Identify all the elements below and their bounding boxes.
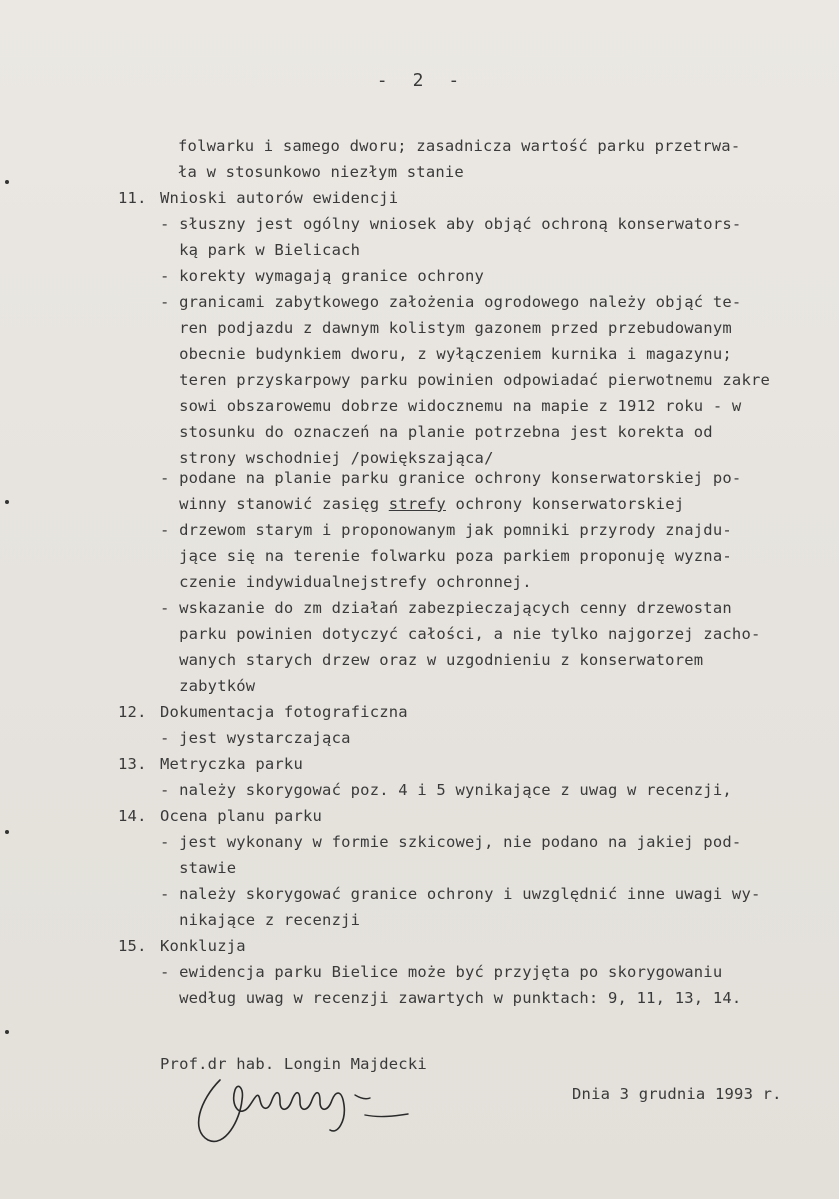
list-item: - granicami zabytkowego założenia ogrodowego należy objąć te-: [160, 293, 742, 311]
signature-handwriting: [180, 1060, 480, 1150]
section-title: Wnioski autorów ewidencji: [160, 189, 399, 207]
list-item: jące się na terenie folwarku poza parkiem proponuję wyzna-: [160, 547, 732, 565]
list-item: [160, 493, 684, 515]
list-item: obecnie budynkiem dworu, z wyłączeniem kurnika i magazynu;: [160, 345, 732, 363]
section-number: 14.: [118, 807, 147, 825]
intro-line: ła w stosunkowo niezłym stanie: [178, 163, 464, 181]
list-item: - słuszny jest ogólny wniosek aby objąć ochroną konserwators-: [160, 215, 742, 233]
list-item: - jest wystarczająca: [160, 729, 351, 747]
list-item: - podane na planie parku granice ochrony konserwatorskiej po-: [160, 469, 742, 487]
margin-mark: [5, 500, 9, 504]
section-number: 11.: [118, 189, 147, 207]
section-number: 13.: [118, 755, 147, 773]
section-title: Metryczka parku: [160, 755, 303, 773]
list-item: - korekty wymagają granice ochrony: [160, 267, 485, 285]
list-item: zabytków: [160, 677, 256, 695]
list-item: - wskazanie do zm działań zabezpieczających cenny drzewostan: [160, 599, 732, 617]
intro-line: folwarku i samego dworu; zasadnicza wartość parku przetrwa-: [178, 137, 741, 155]
underlined-word: strefy: [388, 495, 446, 513]
list-item: stosunku do oznaczeń na planie potrzebna jest korekta od: [160, 423, 713, 441]
list-item: czenie indywidualnejstrefy ochronnej.: [160, 573, 532, 591]
section-number: 15.: [118, 937, 147, 955]
section-title: Dokumentacja fotograficzna: [160, 703, 408, 721]
list-item: wanych starych drzew oraz w uzgodnieniu z konserwatorem: [160, 651, 704, 669]
section-title: Konkluzja: [160, 937, 246, 955]
margin-mark: [5, 830, 9, 834]
list-item-text: ochrony konserwatorskiej: [445, 495, 685, 513]
list-item: strony wschodniej /powiększająca/: [160, 449, 494, 467]
list-item: - należy skorygować granice ochrony i uwzględnić inne uwagi wy-: [160, 885, 761, 903]
margin-mark: [5, 180, 9, 184]
date: Dnia 3 grudnia 1993 r.: [572, 1085, 782, 1103]
list-item: - jest wykonany w formie szkicowej, nie podano na jakiej pod-: [160, 833, 742, 851]
section-number: 12.: [118, 703, 147, 721]
section-title: Ocena planu parku: [160, 807, 323, 825]
list-item: ren podjazdu z dawnym kolistym gazonem przed przebudowanym: [160, 319, 732, 337]
list-item: nikające z recenzji: [160, 911, 361, 929]
list-item: według uwag w recenzji zawartych w punktach: 9, 11, 13, 14.: [160, 989, 742, 1007]
author-name: Prof.dr hab. Longin Majdecki: [160, 1055, 427, 1073]
list-item: - drzewom starym i proponowanym jak pomniki przyrody znajdu-: [160, 521, 732, 539]
list-item-text: winny stanowić zasięg: [160, 495, 389, 513]
list-item: - należy skorygować poz. 4 i 5 wynikające z uwag w recenzji,: [160, 781, 732, 799]
list-item: sowi obszarowemu dobrze widocznemu na mapie z 1912 roku - w: [160, 397, 742, 415]
list-item: - ewidencja parku Bielice może być przyjęta po skorygowaniu: [160, 963, 723, 981]
list-item: teren przyskarpowy parku powinien odpowiadać pierwotnemu zakre: [160, 371, 771, 389]
list-item: ką park w Bielicach: [160, 241, 361, 259]
margin-mark: [5, 1030, 9, 1034]
page-number: - 2 -: [376, 70, 463, 91]
list-item: stawie: [160, 859, 237, 877]
list-item: parku powinien dotyczyć całości, a nie tylko najgorzej zacho-: [160, 625, 761, 643]
